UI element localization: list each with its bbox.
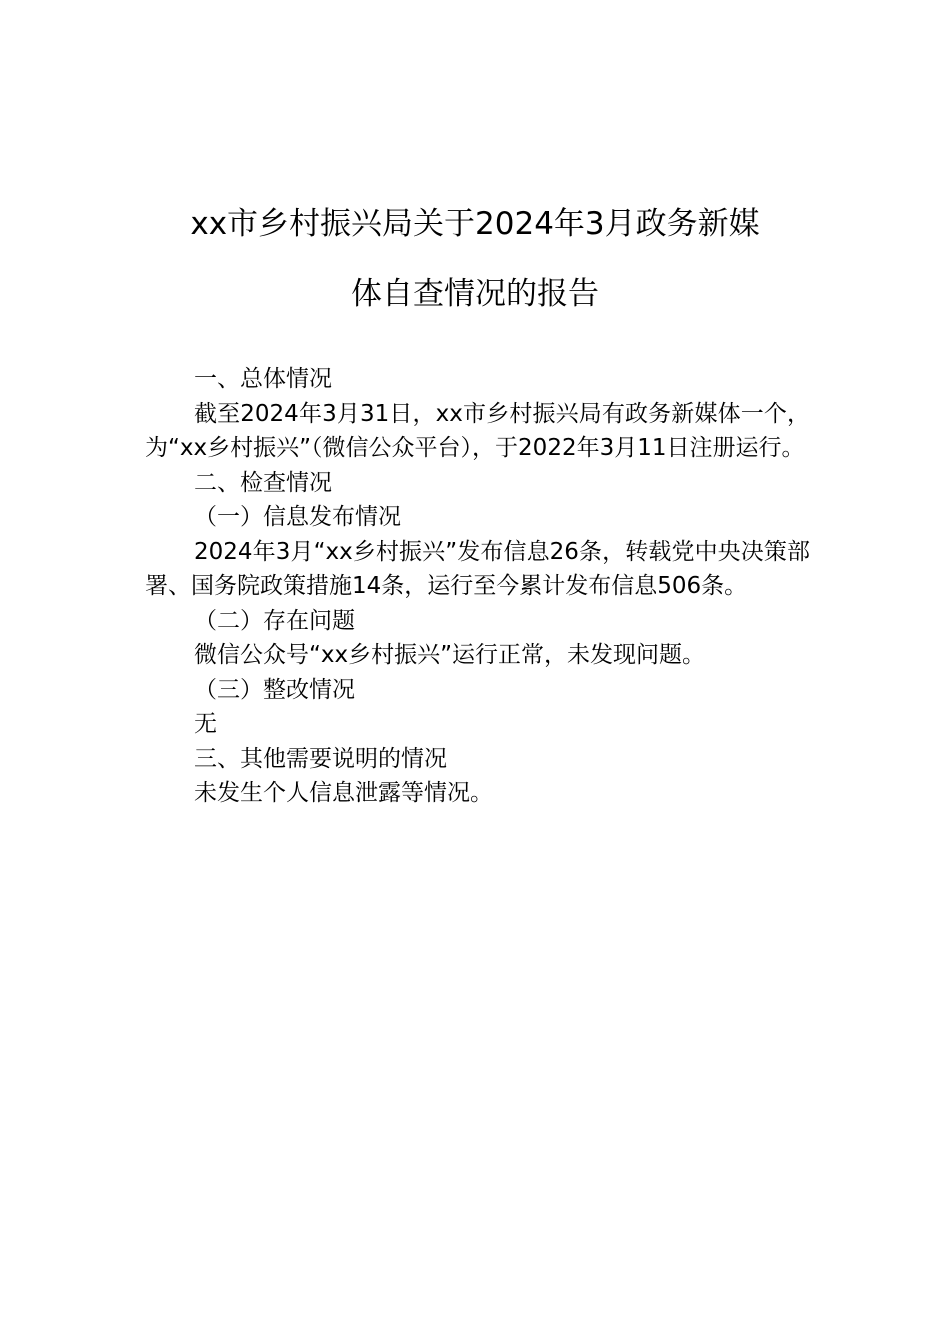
document-title-line-2: 体自查情况的报告: [351, 276, 599, 312]
paragraph-publishing: 2024年3月“xx乡村振兴”发布信息26条，转载党中央决策部署、国务院政策措施14条，运行至今累计发布信息506条。: [145, 538, 810, 599]
document-body: [145, 362, 810, 811]
paragraph-problems: 微信公众号“xx乡村振兴”运行正常，未发现问题。: [194, 642, 706, 668]
subheading-rectification: （三）整改情况: [194, 676, 355, 703]
subheading-problems: （二）存在问题: [194, 607, 355, 634]
section-heading-overview: 一、总体情况: [194, 366, 332, 392]
paragraph-rectification: 无: [194, 711, 217, 737]
paragraph-overview: 截至2024年3月31日，xx市乡村振兴局有政务新媒体一个，为“xx乡村振兴”（微信公众平台），于2022年3月11日注册运行。: [145, 400, 810, 461]
section-heading-inspection: 二、检查情况: [194, 469, 332, 496]
section-heading-other: 三、其他需要说明的情况: [194, 745, 447, 772]
paragraph-other: 未发生个人信息泄露等情况。: [194, 780, 493, 806]
subheading-publishing: （一）信息发布情况: [194, 504, 401, 530]
document-title-line-1: xx市乡村振兴局关于2024年3月政务新媒: [190, 206, 760, 242]
